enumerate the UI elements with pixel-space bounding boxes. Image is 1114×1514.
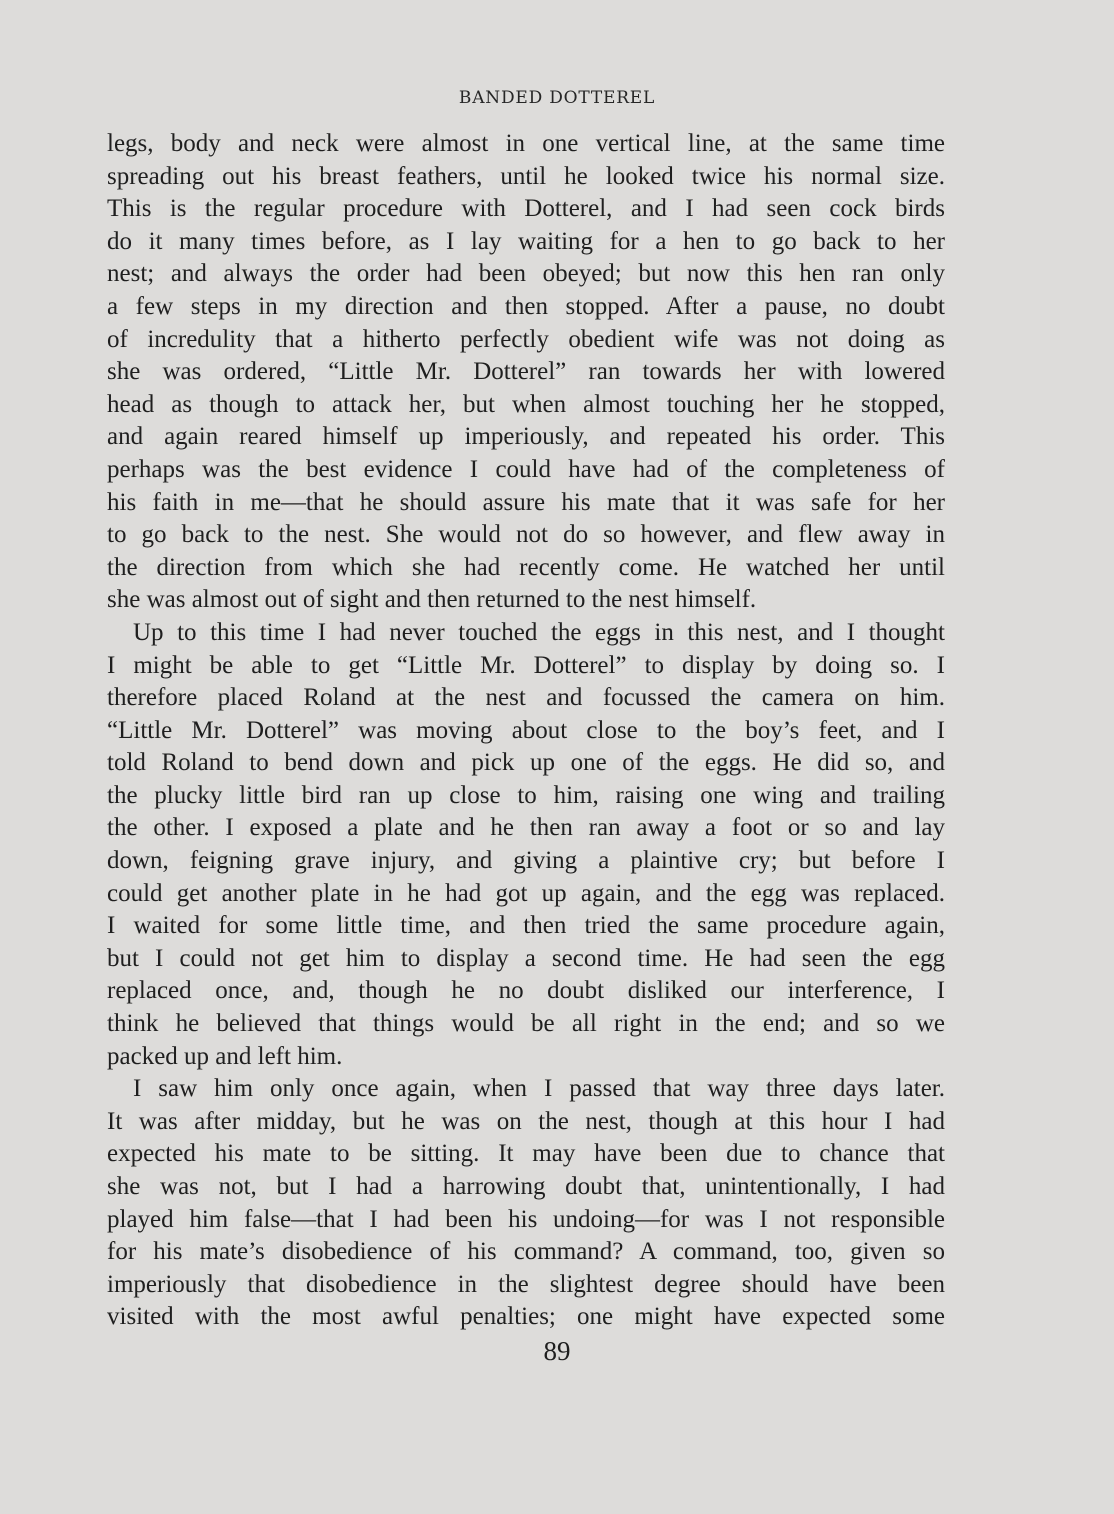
text-line: head as though to attack her, but when almost touching her he stopped, xyxy=(107,390,945,418)
text-line: and again reared himself up imperiously, and repeated his order. This xyxy=(107,423,945,451)
text-line: the direction from which she had recently come. He watched her until xyxy=(107,553,945,581)
running-head: BANDED DOTTEREL xyxy=(458,88,656,108)
text-line: his faith in me—that he should assure his mate that it was safe for her xyxy=(107,488,945,516)
text-line: think he believed that things would be all right in the end; and so we xyxy=(107,1010,945,1038)
text-line: I waited for some little time, and then tried the same procedure again, xyxy=(107,912,945,940)
text-line: visited with the most awful penalties; one might have expected some xyxy=(107,1303,945,1331)
text-line: the other. I exposed a plate and he then ran away a foot or so and lay xyxy=(107,814,945,842)
text-line: for his mate’s disobedience of his command? A command, too, given so xyxy=(107,1238,945,1266)
text-line: imperiously that disobedience in the slightest degree should have been xyxy=(107,1270,945,1298)
text-line: do it many times before, as I lay waiting for a hen to go back to her xyxy=(107,227,945,255)
text-line: This is the regular procedure with Dotterel, and I had seen cock birds xyxy=(107,195,945,223)
text-line: but I could not get him to display a second time. He had seen the egg xyxy=(107,944,945,972)
text-line: played him false—that I had been his undoing—for was I not responsible xyxy=(107,1205,945,1233)
text-line: I might be able to get “Little Mr. Dotterel” to display by doing so. I xyxy=(107,651,945,679)
text-line: of incredulity that a hitherto perfectly obedient wife was not doing as xyxy=(107,325,945,353)
text-line: could get another plate in he had got up again, and the egg was replaced. xyxy=(107,879,945,907)
body-text xyxy=(107,128,945,1334)
text-line: down, feigning grave injury, and giving a plaintive cry; but before I xyxy=(107,847,945,875)
text-line: nest; and always the order had been obeyed; but now this hen ran only xyxy=(107,260,945,288)
text-line: It was after midday, but he was on the nest, though at this hour I had xyxy=(107,1107,945,1135)
text-line: she was almost out of sight and then returned to the nest himself. xyxy=(107,586,757,614)
text-line: told Roland to bend down and pick up one of the eggs. He did so, and xyxy=(107,749,945,777)
text-line: perhaps was the best evidence I could have had of the completeness of xyxy=(107,455,945,483)
text-line: “Little Mr. Dotterel” was moving about close to the boy’s feet, and I xyxy=(107,716,945,744)
text-line: to go back to the nest. She would not do so however, and flew away in xyxy=(107,521,945,549)
text-line: a few steps in my direction and then stopped. After a pause, no doubt xyxy=(107,292,945,320)
text-line: packed up and left him. xyxy=(107,1042,343,1070)
text-line: legs, body and neck were almost in one vertical line, at the same time xyxy=(107,130,945,157)
text-line: I saw him only once again, when I passed that way three days later. xyxy=(133,1075,945,1103)
text-line: therefore placed Roland at the nest and focussed the camera on him. xyxy=(107,684,945,712)
text-line: expected his mate to be sitting. It may have been due to chance that xyxy=(107,1140,945,1168)
page-number: 89 xyxy=(543,1336,571,1366)
text-line: spreading out his breast feathers, until he looked twice his normal size. xyxy=(107,162,945,190)
text-line: she was not, but I had a harrowing doubt that, unintentionally, I had xyxy=(107,1173,945,1200)
text-line: replaced once, and, though he no doubt disliked our interference, I xyxy=(107,977,945,1005)
text-line: she was ordered, “Little Mr. Dotterel” ran towards her with lowered xyxy=(107,358,945,386)
text-line: Up to this time I had never touched the eggs in this nest, and I thought xyxy=(133,618,945,646)
text-line: the plucky little bird ran up close to him, raising one wing and trailing xyxy=(107,781,945,809)
